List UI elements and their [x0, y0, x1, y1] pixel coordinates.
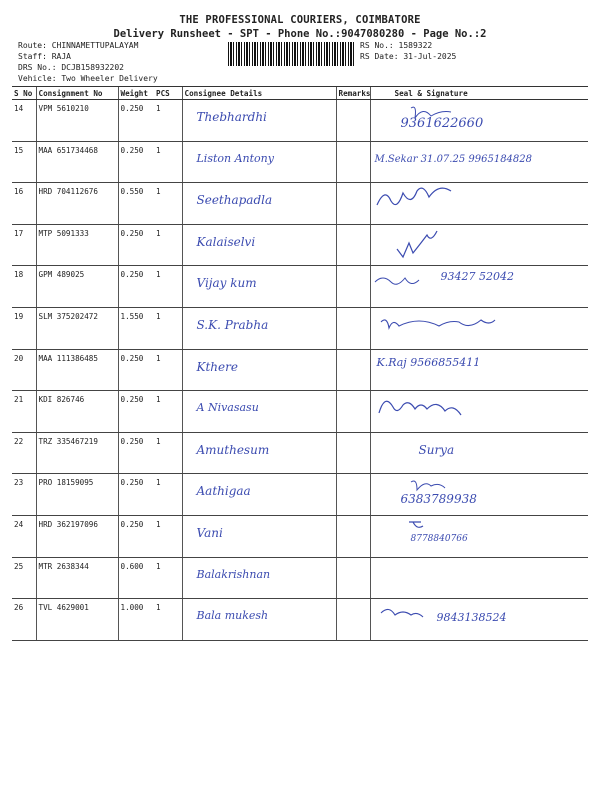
table-row: [12, 599, 588, 641]
remarks-cell: [336, 474, 370, 516]
consignment-cell: MAA 651734468: [36, 141, 118, 183]
pcs-cell: 1: [154, 100, 182, 142]
signature-text: K.Raj 9566855411: [376, 355, 481, 369]
signature-scribble: [371, 308, 571, 344]
table-row: [12, 266, 588, 308]
pcs-cell: 1: [154, 432, 182, 474]
remarks-cell: [336, 515, 370, 557]
remarks-cell: [336, 307, 370, 349]
signature-cell: [370, 307, 588, 349]
pcs-cell: 1: [154, 224, 182, 266]
route-label: Route: CHINNAMETTUPALAYAM: [18, 41, 139, 50]
signature-cell: [370, 474, 588, 516]
col-seal-signature: Seal & Signature: [370, 87, 588, 100]
weight-cell: 0.250: [118, 141, 154, 183]
table-row: [12, 432, 588, 474]
table-header-row: [12, 87, 588, 100]
signature-phone: 8778840766: [410, 533, 468, 544]
signature-scribble: [371, 183, 571, 219]
consignee-cell: [182, 224, 336, 266]
table-row: [12, 349, 588, 391]
consignment-cell: MTP 5091333: [36, 224, 118, 266]
rs-date: RS Date: 31-Jul-2025: [360, 52, 457, 61]
consignee-handwriting: S.K. Prabha: [196, 317, 269, 332]
consignee-handwriting: Bala mukesh: [196, 609, 269, 623]
weight-cell: 0.250: [118, 224, 154, 266]
weight-cell: 0.250: [118, 391, 154, 433]
weight-cell: 0.250: [118, 432, 154, 474]
table-row: [12, 391, 588, 433]
consignee-handwriting: Aathigaa: [196, 484, 251, 499]
weight-cell: 0.250: [118, 266, 154, 308]
consignee-handwriting: Thebhardhi: [196, 110, 267, 124]
signature-text: 93427 52042: [440, 270, 514, 284]
col-weight: Weight: [118, 87, 154, 100]
sno-cell: 18: [12, 266, 36, 308]
consignment-cell: KDI 826746: [36, 391, 118, 433]
consignee-cell: [182, 432, 336, 474]
signature-cell: [370, 432, 588, 474]
weight-cell: 0.250: [118, 100, 154, 142]
signature-cell: [370, 141, 588, 183]
signature-cell: [370, 349, 588, 391]
remarks-cell: [336, 100, 370, 142]
pcs-cell: 1: [154, 266, 182, 308]
consignment-cell: VPM 5610210: [36, 100, 118, 142]
remarks-cell: [336, 599, 370, 641]
weight-cell: 0.250: [118, 349, 154, 391]
consignee-cell: [182, 266, 336, 308]
sno-cell: 16: [12, 183, 36, 225]
remarks-cell: [336, 224, 370, 266]
sno-cell: 22: [12, 432, 36, 474]
sno-cell: 14: [12, 100, 36, 142]
sno-cell: 25: [12, 557, 36, 599]
consignee-cell: [182, 100, 336, 142]
table-row: [12, 474, 588, 516]
consignee-handwriting: Kalaiselvi: [196, 234, 256, 249]
consignment-cell: PRO 18159095: [36, 474, 118, 516]
col-sno: S No: [12, 87, 36, 100]
signature-text: Surya: [418, 442, 455, 457]
col-remarks: Remarks: [336, 87, 370, 100]
consignee-cell: [182, 515, 336, 557]
consignee-handwriting: Balakrishnan: [196, 567, 271, 581]
consignee-cell: [182, 391, 336, 433]
signature-scribble: [371, 225, 571, 261]
consignment-cell: MTR 2638344: [36, 557, 118, 599]
signature-cell: [370, 100, 588, 142]
signature-phone: 6383789938: [400, 492, 477, 507]
col-consignment: Consignment No: [36, 87, 118, 100]
consignment-cell: TRZ 335467219: [36, 432, 118, 474]
consignee-handwriting: Amuthesum: [196, 442, 270, 457]
consignee-cell: [182, 474, 336, 516]
consignee-handwriting: Vani: [196, 525, 223, 540]
sno-cell: 21: [12, 391, 36, 433]
consignee-cell: [182, 557, 336, 599]
weight-cell: 0.250: [118, 515, 154, 557]
consignment-cell: GPM 489025: [36, 266, 118, 308]
pcs-cell: 1: [154, 599, 182, 641]
weight-cell: 0.250: [118, 474, 154, 516]
consignment-cell: SLM 375202472: [36, 307, 118, 349]
runsheet-subtitle: Delivery Runsheet - SPT - Phone No.:9047080280 - Page No.:2: [113, 28, 487, 40]
rs-number: RS No.: 1589322: [360, 41, 433, 50]
pcs-cell: 1: [154, 307, 182, 349]
signature-scribble: [371, 391, 571, 427]
col-consignee: Consignee Details: [182, 87, 336, 100]
signature-text: M.Sekar 31.07.25 9965184828: [374, 153, 532, 165]
consignee-cell: [182, 599, 336, 641]
vehicle-label: Vehicle: Two Wheeler Delivery: [18, 74, 158, 83]
drs-number: DRS No.: DCJB158932202: [18, 63, 124, 72]
barcode-image: [228, 42, 356, 66]
table-row: [12, 183, 588, 225]
weight-cell: 0.550: [118, 183, 154, 225]
table-row: [12, 307, 588, 349]
table-row: [12, 141, 588, 183]
consignee-handwriting: Liston Antony: [196, 151, 274, 165]
pcs-cell: 1: [154, 349, 182, 391]
consignment-cell: MAA 111386485: [36, 349, 118, 391]
consignee-handwriting: Seethapadla: [196, 193, 273, 208]
signature-cell: [370, 599, 588, 641]
sno-cell: 23: [12, 474, 36, 516]
consignment-cell: TVL 4629001: [36, 599, 118, 641]
consignee-handwriting: Kthere: [196, 359, 238, 374]
col-pcs: PCS: [154, 87, 182, 100]
sno-cell: 17: [12, 224, 36, 266]
table-row: [12, 100, 588, 142]
pcs-cell: 1: [154, 183, 182, 225]
table-row: [12, 515, 588, 557]
remarks-cell: [336, 349, 370, 391]
weight-cell: 0.600: [118, 557, 154, 599]
table-row: [12, 224, 588, 266]
pcs-cell: 1: [154, 141, 182, 183]
consignee-handwriting: Vijay kum: [196, 276, 257, 291]
sno-cell: 19: [12, 307, 36, 349]
signature-phone: 9843138524: [436, 611, 507, 625]
signature-cell: [370, 266, 588, 308]
remarks-cell: [336, 391, 370, 433]
consignee-cell: [182, 141, 336, 183]
remarks-cell: [336, 432, 370, 474]
sno-cell: 26: [12, 599, 36, 641]
remarks-cell: [336, 183, 370, 225]
remarks-cell: [336, 266, 370, 308]
consignment-cell: HRD 704112676: [36, 183, 118, 225]
remarks-cell: [336, 141, 370, 183]
pcs-cell: 1: [154, 515, 182, 557]
consignee-cell: [182, 349, 336, 391]
sno-cell: 20: [12, 349, 36, 391]
signature-cell: [370, 515, 588, 557]
signature-phone: 9361622660: [400, 116, 484, 131]
signature-cell: [370, 183, 588, 225]
signature-cell: [370, 224, 588, 266]
consignee-handwriting: A Nivasasu: [196, 401, 259, 415]
table-row: [12, 557, 588, 599]
signature-cell: [370, 557, 588, 599]
signature-scribble: [371, 516, 571, 552]
consignee-cell: [182, 307, 336, 349]
weight-cell: 1.000: [118, 599, 154, 641]
pcs-cell: 1: [154, 474, 182, 516]
signature-cell: [370, 391, 588, 433]
weight-cell: 1.550: [118, 307, 154, 349]
pcs-cell: 1: [154, 557, 182, 599]
sno-cell: 24: [12, 515, 36, 557]
consignment-cell: HRD 362197096: [36, 515, 118, 557]
remarks-cell: [336, 557, 370, 599]
company-title: THE PROFESSIONAL COURIERS, COIMBATORE: [179, 14, 421, 26]
runsheet-table: [12, 86, 588, 641]
staff-label: Staff: RAJA: [18, 52, 71, 61]
consignee-cell: [182, 183, 336, 225]
sno-cell: 15: [12, 141, 36, 183]
pcs-cell: 1: [154, 391, 182, 433]
